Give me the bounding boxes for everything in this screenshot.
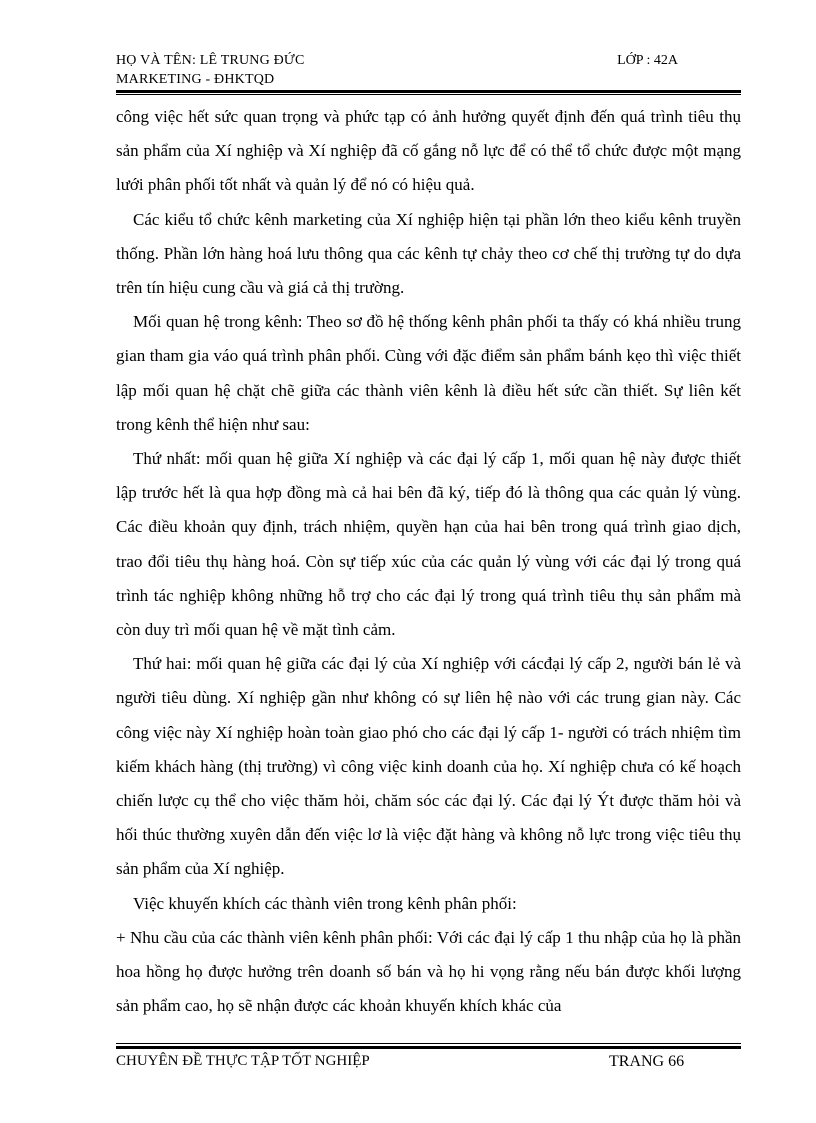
header-class: LỚP : 42A [617,53,678,68]
body-text [116,100,741,1023]
header-rule-thin [116,94,741,95]
paragraph-channel-relations: Mối quan hệ trong kênh: Theo sơ đồ hệ thống kênh phân phối ta thấy có khá nhiều trung gian tham gia váo quá trình phân phối. Cùng với đặc điểm sản phẩm bánh kẹo thì việc thiết lập mối quan hệ chặt chẽ giữa các thành viên kênh là điều hết sức cần thiết. Sự liên kết trong kênh thể hiện như sau: [116,312,741,434]
page-footer [116,1053,741,1070]
paragraph-member-needs: + Nhu cầu của các thành viên kênh phân phối: Với các đại lý cấp 1 thu nhập của họ là phần hoa hồng họ được hưởng trên doanh số bán và họ hi vọng rằng nếu bán được khối lượng sản phẩm cao, họ sẽ nhận được các khoản khuyến khích khác của [116,927,741,1016]
header-author: HỌ VÀ TÊN: LÊ TRUNG ĐỨC [116,53,305,68]
paragraph-channel-types: Các kiểu tổ chức kênh marketing của Xí nghiệp hiện tại phần lớn theo kiểu kênh truyền thống. Phần lớn hàng hoá lưu thông qua các kênh tự chảy theo cơ chế thị trường tự do dựa trên tín hiệu cung cầu và giá cả thị trường. [116,209,741,298]
paragraph-first-relation: Thứ nhất: mối quan hệ giữa Xí nghiệp và các đại lý cấp 1, mối quan hệ này được thiết lập trước hết là qua hợp đồng mà cả hai bên đã ký, tiếp đó là thông qua các quản lý vùng. Các điều khoản quy định, trách nhiệm, quyền hạn của hai bên trong quá trình giao dịch, trao đổi tiêu thụ hàng hoá. Còn sự tiếp xúc của các quản lý vùng với các đại lý trong quá trình tác nghiệp không những hỗ trợ cho các đại lý trong quá trình tiêu thụ sản phẩm mà còn duy trì mối quan hệ về mặt tình cảm. [116,449,741,640]
page-number: TRANG 66 [609,1053,685,1070]
footer-title: CHUYÊN ĐỀ THỰC TẬP TỐT NGHIỆP [116,1053,370,1069]
header-department: MARKETING - ĐHKTQD [116,72,275,87]
page-header [116,51,740,89]
paragraph-second-relation: Thứ hai: mối quan hệ giữa các đại lý của Xí nghiệp với cácđại lý cấp 2, người bán lẻ và người tiêu dùng. Xí nghiệp gần như không có sự liên hệ nào với các trung gian này. Các công việc này Xí nghiệp hoàn toàn giao phó cho các đại lý cấp 1- người có trách nhiệm tìm kiếm khách hàng (thị trường) vì công việc kinh doanh của họ. Xí nghiệp chưa có kế hoạch chiến lược cụ thể cho việc thăm hỏi, chăm sóc các đại lý. Các đại lý Ýt được thăm hỏi và hối thúc thường xuyên dẫn đến việc lơ là việc đặt hàng và không nỗ lực trong việc tiêu thụ sản phẩm của Xí nghiệp. [116,654,741,879]
paragraph-motivation-heading: Việc khuyến khích các thành viên trong kênh phân phối: [133,893,517,913]
header-rule-thick [116,90,741,93]
footer-rule-thin [116,1043,741,1044]
paragraph-continuation: công việc hết sức quan trọng và phức tạp có ảnh hưởng quyết định đến quá trình tiêu thụ sản phẩm của Xí nghiệp và Xí nghiệp đã cố gắng nỗ lực để có thể tổ chức được một mạng lưới phân phối tốt nhất và quản lý để nó có hiệu quả. [116,107,741,195]
footer-rule-thick [116,1046,741,1049]
